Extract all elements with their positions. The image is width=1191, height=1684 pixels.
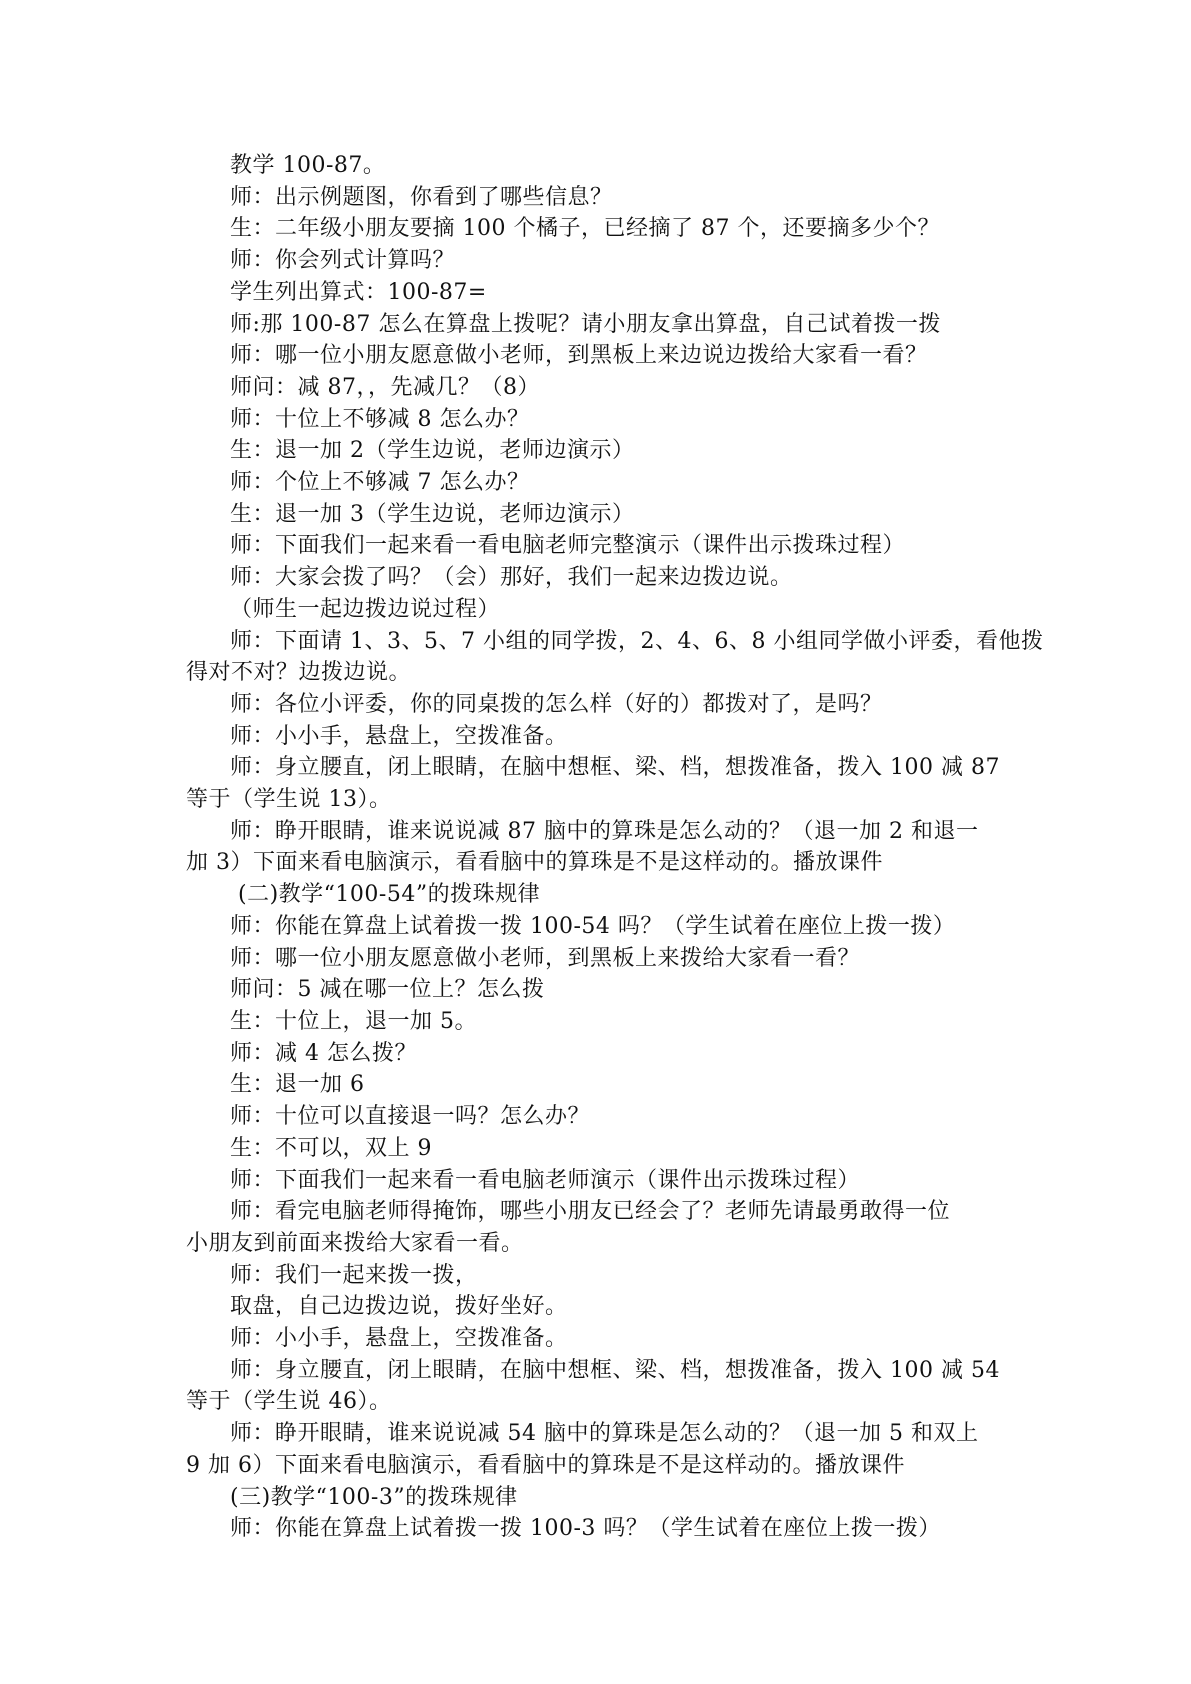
paragraph-line: 师：身立腰直，闭上眼睛，在脑中想框、梁、档，想拨准备，拨入 100 减 87 [230, 755, 1000, 781]
paragraph-line: 生：十位上，退一加 5。 [230, 1008, 477, 1034]
paragraph-line: 小朋友到前面来拨给大家看一看。 [186, 1230, 524, 1256]
paragraph-line: 师：哪一位小朋友愿意做小老师，到黑板上来边说边拨给大家看一看？ [230, 343, 928, 369]
paragraph-line: 得对不对？边拨边说。 [186, 660, 412, 686]
paragraph-line: 生：二年级小朋友要摘 100 个橘子，已经摘了 87 个，还要摘多少个？ [230, 216, 940, 242]
paragraph-line: (三)教学“100-3”的拨珠规律 [230, 1484, 518, 1510]
paragraph-line: 师问：减 87，，先减几？（8） [230, 374, 540, 400]
paragraph-line: 师：下面我们一起来看一看电脑老师完整演示（课件出示拨珠过程） [230, 533, 906, 559]
paragraph-line: 等于（学生说 46）。 [186, 1389, 392, 1415]
paragraph-line: 师：小小手，悬盘上，空拨准备。 [230, 1326, 568, 1352]
paragraph-line: 师：身立腰直，闭上眼睛，在脑中想框、梁、档，想拨准备，拨入 100 减 54 [230, 1357, 1000, 1383]
paragraph-line: （师生一起边拨边说过程） [230, 596, 501, 622]
document-body [186, 150, 1044, 1545]
paragraph-line: 师：十位可以直接退一吗？怎么办？ [230, 1104, 591, 1130]
paragraph-line: 教学 100-87。 [230, 153, 386, 178]
paragraph-line: 师：看完电脑老师得掩饰，哪些小朋友已经会了？老师先请最勇敢得一位 [230, 1199, 951, 1225]
paragraph-line: 师：睁开眼睛，谁来说说减 87 脑中的算珠是怎么动的？（退一加 2 和退一 [230, 818, 979, 844]
paragraph-line: 师：你能在算盘上试着拨一拨 100-54 吗？（学生试着在座位上拨一拨） [230, 913, 956, 939]
paragraph-line: 师问：5 减在哪一位上？怎么拨 [230, 977, 545, 1003]
paragraph-line: 等于（学生说 13）。 [186, 787, 392, 813]
paragraph-line: 师：你能在算盘上试着拨一拨 100-3 吗？（学生试着在座位上拨一拨） [230, 1516, 941, 1542]
paragraph-line: 师：大家会拨了吗？（会）那好，我们一起来边拨边说。 [230, 565, 793, 591]
paragraph-line: 师：小小手，悬盘上，空拨准备。 [230, 723, 568, 749]
paragraph-line: 生：退一加 2（学生边说，老师边演示） [230, 438, 635, 464]
paragraph-line: 学生列出算式：100-87= [230, 279, 487, 305]
paragraph-line: 加 3）下面来看电脑演示，看看脑中的算珠是不是这样动的。播放课件 [186, 850, 883, 876]
paragraph-line: 师：各位小评委，你的同桌拨的怎么样（好的）都拨对了，是吗？ [230, 691, 883, 717]
paragraph-line: 师：我们一起来拨一拨， [230, 1262, 478, 1288]
paragraph-line: 9 加 6）下面来看电脑演示，看看脑中的算珠是不是这样动的。播放课件 [186, 1452, 905, 1478]
paragraph-line: 师：你会列式计算吗？ [230, 248, 456, 274]
paragraph-line: 生：不可以，双上 9 [230, 1135, 432, 1161]
paragraph-line: 生：退一加 3（学生边说，老师边演示） [230, 501, 635, 527]
paragraph-line: 师：出示例题图，你看到了哪些信息？ [230, 184, 613, 210]
paragraph-line: 取盘，自己边拨边说，拨好坐好。 [230, 1294, 568, 1320]
paragraph-line: 师:那 100-87 怎么在算盘上拨呢？请小朋友拿出算盘，自己试着拨一拨 [230, 311, 941, 337]
paragraph-line: 师：十位上不够减 8 怎么办？ [230, 406, 530, 432]
paragraph-line: 师：下面请 1、3、5、7 小组的同学拨，2、4、6、8 小组同学做小评委，看他拨 [230, 628, 1044, 654]
paragraph-line: (二)教学“100-54”的拨珠规律 [238, 882, 541, 908]
paragraph-line: 师：减 4 怎么拨？ [230, 1040, 417, 1066]
paragraph-line: 师：下面我们一起来看一看电脑老师演示（课件出示拨珠过程） [230, 1167, 861, 1193]
paragraph-line: 师：哪一位小朋友愿意做小老师，到黑板上来拨给大家看一看？ [230, 945, 861, 971]
paragraph-line: 师：睁开眼睛，谁来说说减 54 脑中的算珠是怎么动的？（退一加 5 和双上 [230, 1421, 979, 1447]
paragraph-line: 生：退一加 6 [230, 1072, 365, 1098]
paragraph-line: 师：个位上不够减 7 怎么办？ [230, 470, 530, 496]
